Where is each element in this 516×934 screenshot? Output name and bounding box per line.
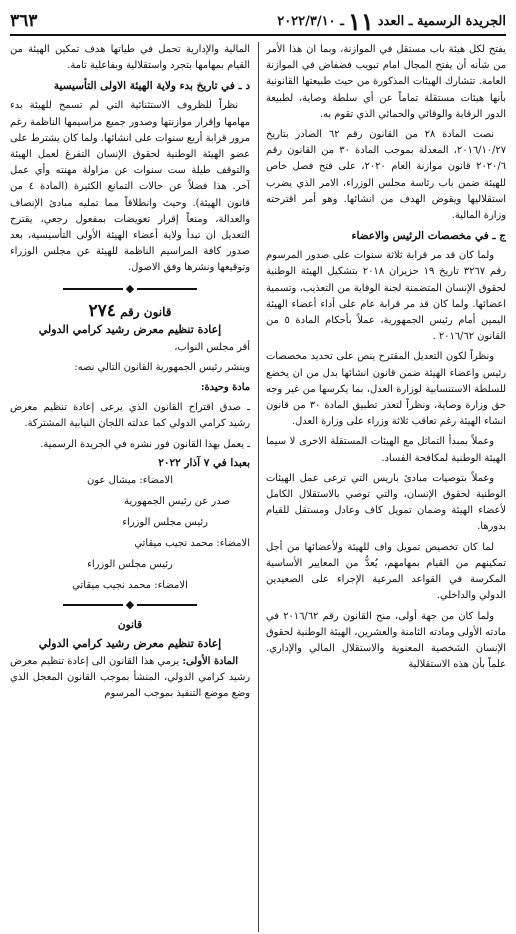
separator	[10, 599, 250, 611]
separator-line	[63, 604, 123, 606]
left-column	[10, 42, 250, 932]
paragraph: ونظراً لكون التعديل المقترح ينص على تحديد مخصصات رئيس واعضاء الهيئة ضمن قانون انشائها بدل من ان يخضع للسلطة الاستنسابية لوزارة العدل، بما يكرسها من غير وجه حق وزارة وصاية، ونظراً لتعذر تطبيق المادة ٣٠ من قانون انشاء الهيئة رغم تعاقب ثلاثة وزراء على وزارة العدل.	[266, 351, 506, 428]
separator	[10, 283, 250, 295]
page-number: ٣٦٣	[10, 11, 38, 31]
paragraph: ولما كان من جهة أولى، منح القانون رقم ٢٠١٦/٦٢ في مادته الأولى ومادته الثامنة والعشرين، الهيئة الوطنية لحقوق الإنسان الشخصية المعنوية والاستقلال المالي والإداري. علماً بأن هذه الاستقلالية	[266, 610, 506, 671]
paragraph: ولما كان قد مر قرابة ثلاثة سنوات على صدور المرسوم رقم ٣٢٦٧ تاريخ ١٩ حزيران ٢٠١٨ بتشكيل الهيئة الوطنية لحقوق الإنسان المتضمنة لجنة الوقاية من التعذيب، وتسمية اعضائها. ولما كان قد مر قرابة عام على أداء أعضاء الهيئة اليمين أمام رئيس الجمهورية، عملاً بأحكام المادة ٥ من القانون ٢٠١٦/٦٢ .	[266, 250, 506, 343]
paragraph: ـ يعمل بهذا القانون فور نشره في الجريدة الرسمية.	[40, 438, 250, 450]
header-date: ـ ٢٠٢٢/٣/١٠	[277, 13, 344, 29]
separator-line	[63, 288, 123, 290]
section-heading: د ـ في تاريخ بدء ولاية الهيئة الاولى التأسيسية	[53, 80, 250, 93]
law-title: إعادة تنظيم معرض رشيد كرامي الدولي	[38, 322, 222, 336]
paragraph: نصت المادة ٢٨ من القانون رقم ٦٢ الصادر بتاريخ ٢٠١٦/١٠/٢٧، المعدلة بموجب المادة ٣٠ من القانون رقم ٢٠٢٠/٦ قانون موازنة العام ٢٠٢٠، على فتح فصل خاص للهيئة ضمن باب رئاسة مجلس الوزراء، الامر الذي يضرب استقلاليها ويقوض الهدف من انشائها. وهو أمر اقترحته وزارة المالية.	[266, 129, 506, 222]
header-issue-number: ١١	[347, 6, 374, 36]
diamond-icon: ◆	[125, 281, 135, 295]
signature-line: صدر عن رئيس الجمهورية	[124, 495, 230, 507]
paragraph: ـ صدق اقتراح القانون الذي يرعى إعادة تنظيم معرض رشيد كرامي الدولي كما عدلته اللجان النيابية المشتركة.	[10, 402, 250, 430]
paragraph: وعملاً بتوصيات مبادئ باريس التي ترعى عمل الهيئات الوطنية لحقوق الإنسان، والتي توصي بالاستقلال الكامل لأعضاء الهيئة وضمان تمويل كاف وعادل ومستقل للقيام بدورها.	[266, 472, 506, 533]
law-label: قانون	[117, 618, 143, 631]
law-title: إعادة تنظيم معرض رشيد كرامي الدولي	[38, 636, 222, 650]
paragraph: وعملاً بمبدأ التماثل مع الهيئات المستقلة الاخرى لا سيما الهيئة الوطنية لمكافحة الفساد.	[266, 436, 506, 464]
section-heading: ج ـ في مخصصات الرئيس والاعضاء	[351, 230, 506, 243]
signature-line: الامضاء: محمد نجيب ميقاتي	[134, 537, 250, 549]
paragraph: لما كان تخصيص تمويل واف للهيئة ولأعضائها من أجل تمكينهم من القيام بمهامهم، يُعدُّ من المعايير الأساسية المكرسة في القواعد المرعية الإجراء على الصعيدين الدولي والداخلي.	[266, 541, 506, 602]
separator-line	[137, 604, 197, 606]
signing-date: بعبدا في ٧ آذار ٢٠٢٢	[158, 456, 250, 469]
columns	[10, 42, 506, 932]
article-label: المادة الأولى:	[182, 655, 238, 667]
paragraph: وينشر رئيس الجمهورية القانون التالي نصه:	[74, 361, 250, 373]
law-number-heading	[10, 301, 250, 321]
page-header	[10, 8, 506, 36]
paragraph: يفتح لكل هيئة باب مستقل في الموازنة، وبما ان هذا الأمر من شأنه أن يفتح المجال امام تبويب فضفاض في الموازنة العامة. تتشارك الهيئات المذكورة من حيث طبيعتها القانونية بأنها هيئات مستقلة تماماً عن أي سلطة وصاية، لطبيعة الدور الرقابة والوقائي والحمائي الذي تقوم به.	[266, 44, 506, 120]
single-article-label: مادة وحيدة:	[200, 382, 250, 394]
law-label: قانون رقم	[120, 304, 172, 319]
diamond-icon: ◆	[125, 597, 135, 611]
article-text: يرمي هذا القانون الى إعادة تنظيم معرض رشيد كرامي الدولي، المنشأ بموجب القانون المعجل الذي وضع موضع التنفيذ بموجب المرسوم	[10, 655, 250, 700]
right-column	[266, 42, 506, 932]
signature-line: الامضاء: محمد نجيب ميقاتي	[72, 579, 188, 591]
signature-line: الامضاء: ميشال عون	[86, 474, 174, 486]
article-paragraph	[10, 654, 250, 703]
header-title: الجريدة الرسمية ـ العدد	[377, 13, 506, 29]
separator-line	[137, 288, 197, 290]
signature-line: رئيس مجلس الوزراء	[87, 558, 173, 570]
law-number: ٢٧٤	[88, 300, 116, 321]
header-publication	[277, 7, 506, 36]
paragraph: المالية والإدارية تحمل في طياتها هدف تمكين الهيئة من القيام بمهامها بتجرد واستقلالية وبفاعلية تامة.	[10, 44, 250, 72]
paragraph: أقر مجلس النواب،	[174, 341, 250, 353]
signature-line: رئيس مجلس الوزراء	[122, 516, 208, 528]
paragraph: نظراً للظروف الاستثنائية التي لم تسمح للهيئة بدء مهامها وإقرار موازنتها وصدور جميع مراسيمها الناظمة رغم مرور قرابة أربع سنوات على انشائها. ولما كان يشترط على عضو الهيئة الوطنية لحقوق الإنسان التفرغ لعمل الهيئة والتوقف طيلة ست سنوات عن مزاولة مهنته وأي عمل آخر. هذا فضلاً عن حالات التمانع الكثيرة (المادة ٤ من قانون الهيئة). وحيث وانطلاقاً مما تمليه مبادئ الإنصاف والعدالة، ومنعاً إقرار تعويضات بمفعول رجعي، يقترح التعديل ان تبدأ ولاية أعضاء الهيئة الأولى التأسيسية، بعد صدور كافة المراسيم الناظمة للهيئة عن مجلس الوزراء وتوقيعها ونشرها وفق الاصول.	[10, 100, 250, 274]
